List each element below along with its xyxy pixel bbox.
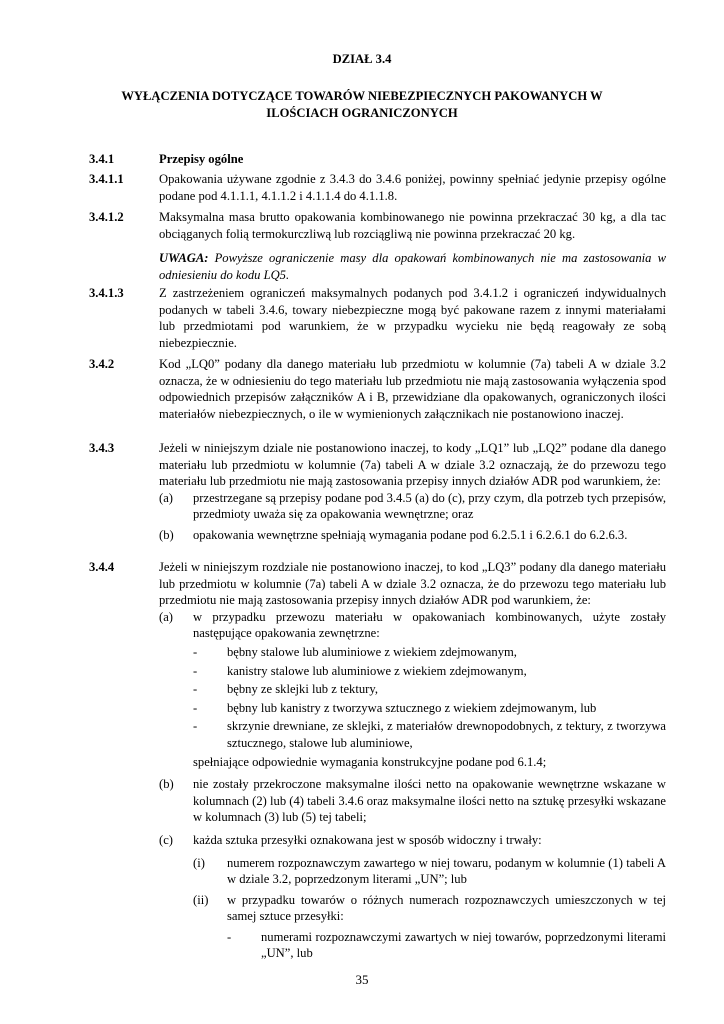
sub-item-ii: [193, 892, 666, 962]
list-item-a: [159, 609, 666, 770]
dash-text: bębny ze sklejki lub z tektury,: [227, 682, 378, 697]
paragraph-block: [159, 440, 666, 544]
dash-mark: -: [193, 682, 198, 697]
dash-item: [193, 681, 666, 698]
list-item-b: [159, 776, 666, 826]
sub-item-label: (ii): [193, 892, 209, 907]
section-title: Przepisy ogólne: [159, 152, 244, 166]
item-label: (a): [159, 609, 173, 624]
section-number: 3.4.2: [89, 357, 115, 371]
list-item: [159, 527, 666, 544]
item-tail: spełniające odpowiednie wymagania konstrukcyjne podane pod 6.1.4;: [193, 754, 547, 769]
dash-mark: -: [193, 719, 198, 734]
paragraph-block: [159, 209, 666, 283]
dash-mark: -: [193, 644, 198, 659]
paragraph: Kod „LQ0” podany dla danego materiału lub przedmiotu w kolumnie (7a) tabeli A w dziale 3.2 oznacza, że w odniesieniu do tego materiału lub przedmiotu nie mają zastosowania wyłączenia spod odpowiednich przepisów załączników A i B, przewidziane dla opakowanych, ograniczonych ilości materiałów niebezpiecznych, o ile w wymienionych załącznikach nie postanowiono inaczej.: [159, 357, 666, 421]
sub-item-label: (i): [193, 855, 205, 870]
item-text: opakowania wewnętrzne spełniają wymagania podane pod 6.2.5.1 i 6.2.6.1 do 6.2.6.3.: [193, 527, 628, 542]
item-text: w przypadku przewozu materiału w opakowaniach kombinowanych, użyte zostały następujące opakowania zewnętrzne:: [193, 609, 666, 641]
dash-text: kanistry stalowe lub aluminiowe z wiekiem zdejmowanym,: [227, 663, 527, 678]
note-label: UWAGA:: [159, 251, 209, 266]
dash-item: [193, 700, 666, 717]
note: [159, 250, 666, 283]
dash-item: [193, 663, 666, 680]
section-number: 3.4.1.2: [89, 210, 124, 224]
paragraph: Jeżeli w niniejszym rozdziale nie postanowiono inaczej, to kod „LQ3” podany dla danego materiału lub przedmiotu w kolumnie (7a) tabeli A w dziale 3.2 oznacza, że do przewozu tego materiału lub przedmiotu nie mają zastosowania przepisy innych działów ADR pod warunkiem, że:: [159, 560, 666, 608]
item-text: przestrzegane są przepisy podane pod 3.4.5 (a) do (c), przy czym, dla potrzeb tych przepisów, przedmioty uważa się za opakowania wewnętrzne; oraz: [193, 490, 666, 522]
list-item-c: [159, 832, 666, 962]
note-text: Powyższe ograniczenie masy dla opakowań kombinowanych nie ma zastosowania w odniesieniu do kodu LQ5.: [159, 251, 666, 282]
dash-item: [193, 644, 666, 661]
item-label: (c): [159, 832, 173, 847]
paragraph: Z zastrzeżeniem ograniczeń maksymalnych podanych pod 3.4.1.2 i ograniczeń indywidualnych podanych w tabeli 3.4.6, towary niebezpieczne mogą być pakowane razem z innymi materiałami lub przedmiotami pod warunkiem, że w przypadku wycieku nie będą reagowały ze sobą niebezpiecznie.: [159, 286, 666, 350]
section-number: 3.4.1: [89, 152, 115, 166]
sub-item-i: [193, 855, 666, 888]
dash-mark: -: [193, 700, 198, 715]
item-text: każda sztuka przesyłki oznakowana jest w sposób widoczny i trwały:: [193, 832, 542, 847]
item-label: (b): [159, 777, 174, 792]
dash-item: [193, 718, 666, 751]
section-number: 3.4.4: [89, 560, 115, 574]
dash-text: bębny stalowe lub aluminiowe z wiekiem zdejmowanym,: [227, 644, 517, 659]
sub-item-text: numerem rozpoznawczym zawartego w niej towaru, podanym w kolumnie (1) tabeli A w dziale 3.2, poprzedzonym literami „UN”; lub: [227, 855, 666, 887]
page-number: 35: [355, 972, 369, 987]
dash-text: numerami rozpoznawczymi zawartych w niej towarów, poprzedzonymi literami „UN”, lub: [261, 929, 666, 961]
title-line-2: ILOŚCIACH OGRANICZONYCH: [266, 106, 458, 120]
sub-item-text: w przypadku towarów o różnych numerach rozpoznawczych umieszczonych w tej samej sztuce przesyłki:: [227, 892, 666, 924]
section-heading: DZIAŁ 3.4: [332, 52, 392, 66]
list-item: [159, 490, 666, 523]
paragraph: Jeżeli w niniejszym dziale nie postanowiono inaczej, to kody „LQ1” lub „LQ2” podane dla danego materiału lub przedmiotu w kolumnie (7a) tabeli A w dziale 3.2 oznaczają, że do przewozu tego materiału lub przedmiotu nie mają zastosowania przepisy innych działów ADR pod warunkiem, że:: [159, 441, 666, 489]
title-line-1: WYŁĄCZENIA DOTYCZĄCE TOWARÓW NIEBEZPIECZNYCH PAKOWANYCH W: [121, 89, 603, 103]
dash-text: skrzynie drewniane, ze sklejki, z materiałów drewnopodobnych, z tektury, z tworzywa sztucznego, stalowe lub aluminiowe,: [227, 719, 666, 750]
dash-text: bębny lub kanistry z tworzywa sztucznego z wiekiem zdejmowanym, lub: [227, 700, 597, 715]
item-label: (b): [159, 527, 174, 542]
dash-mark: -: [193, 663, 198, 678]
item-label: (a): [159, 490, 173, 505]
dash-item: [227, 929, 666, 962]
section-number: 3.4.1.1: [89, 172, 124, 186]
dash-mark: -: [227, 929, 232, 944]
paragraph: Maksymalna masa brutto opakowania kombinowanego nie powinna przekraczać 30 kg, a dla tac obciąganych folią termokurczliwą lub rozciągliwą nie powinna przekraczać 20 kg.: [159, 210, 666, 241]
section-number: 3.4.3: [89, 441, 115, 455]
item-text: nie zostały przekroczone maksymalne ilości netto na opakowanie wewnętrzne wskazane w kolumnach (2) lub (4) tabeli 3.4.6 oraz maksymalne ilości netto na sztukę przesyłki wskazane w kolumnach (3) lub (5) tej tabeli;: [193, 777, 666, 825]
section-number: 3.4.1.3: [89, 286, 124, 300]
paragraph-block: [159, 559, 666, 962]
paragraph: Opakowania używane zgodnie z 3.4.3 do 3.4.6 poniżej, powinny spełniać jedynie przepisy ogólne podane pod 4.1.1.1, 4.1.1.2 i 4.1.1.4 do 4.1.1.8.: [159, 172, 666, 203]
